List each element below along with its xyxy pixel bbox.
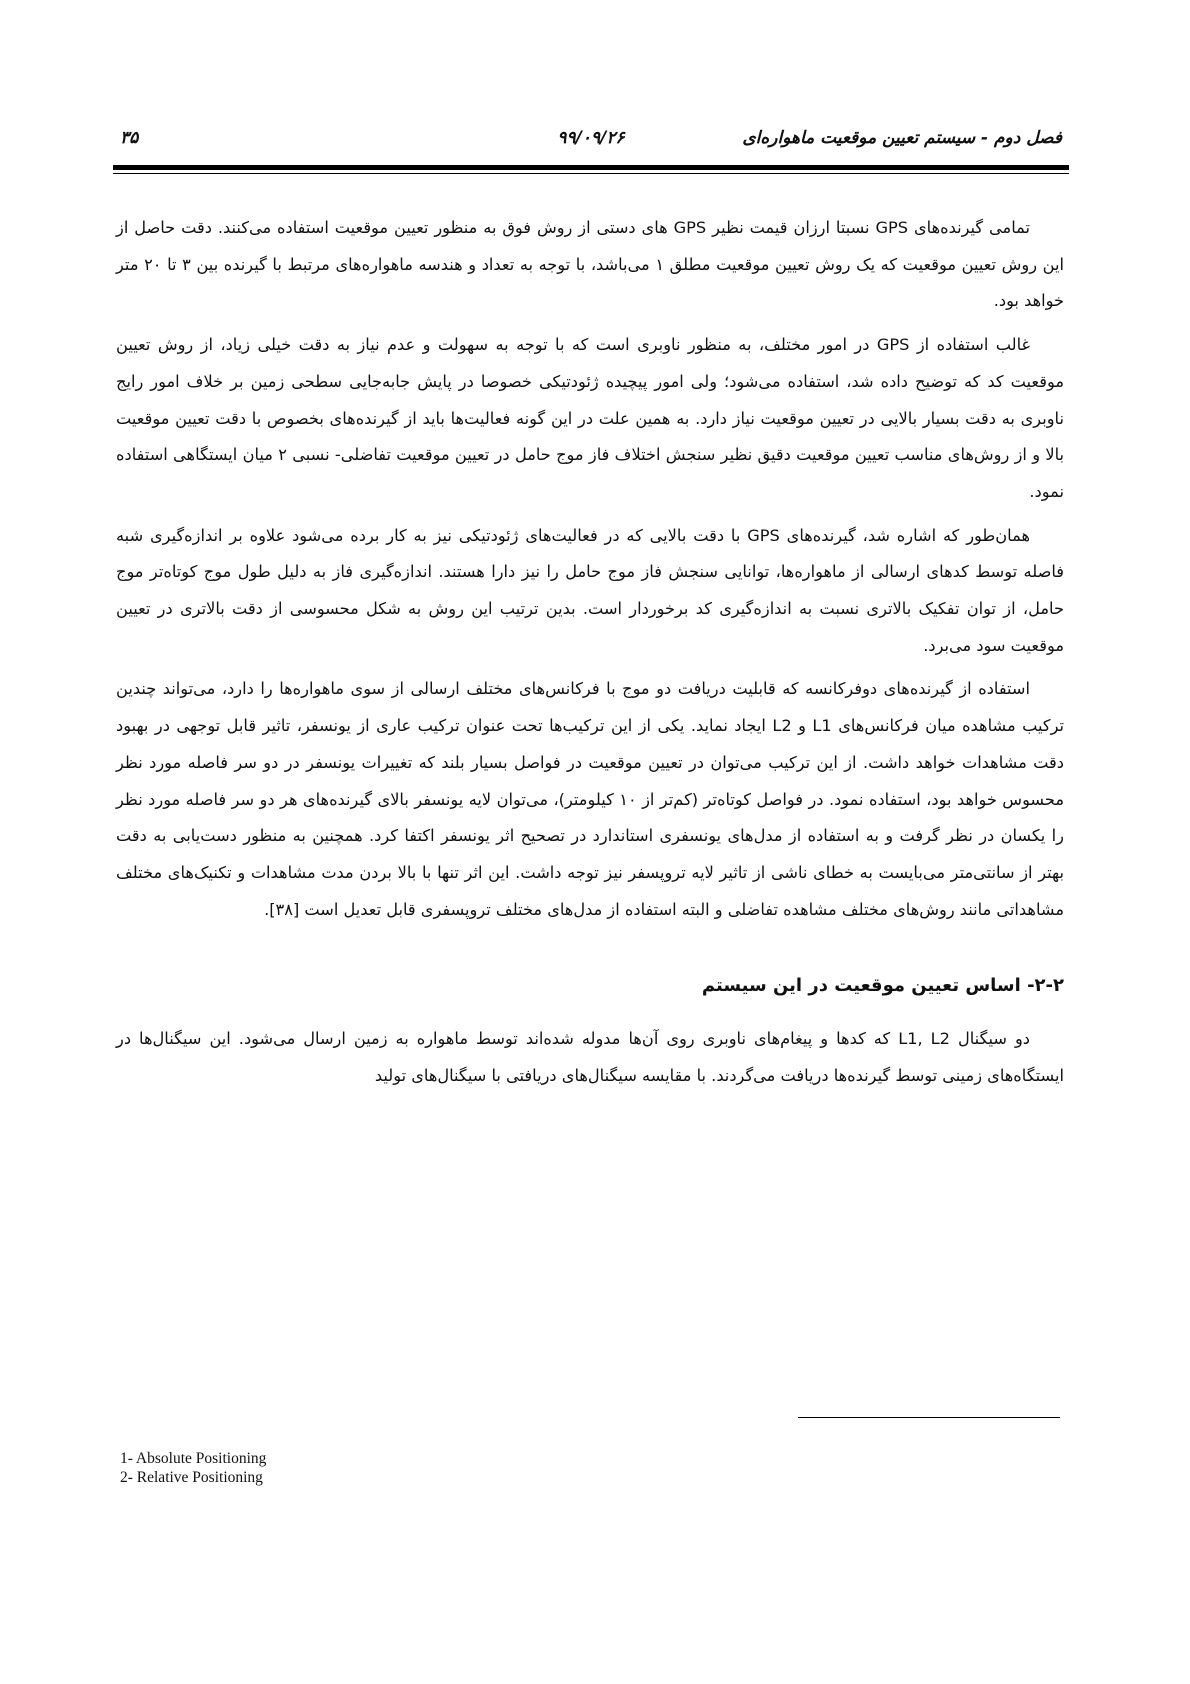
paragraph-4: استفاده از گیرنده‌های دوفرکانسه که قابلیت دریافت دو موج با فرکانس‌های مختلف ارسالی از سوی ماهواره‌ها را دارد، می‌تواند چندین ترکیب مشاهده میان فرکانس‌های L1 و L2 ایجاد نماید. یکی از این ترکیب‌ها تحت عنوان ترکیب عاری از یونسفر، تاثیر قابل توجهی در بهبود دقت مشاهدات خواهد داشت. از این ترکیب می‌توان در تعیین موقعیت در فواصل بسیار بلند که تغییرات یونسفر در دو سر فاصله مورد نظر محسوس خواهد بود، استفاده نمود. در فواصل کوتاه‌تر (کم‌تر از ۱۰ کیلومتر)، می‌توان لایه یونسفر بالای گیرنده‌های هر دو سر فاصله مورد نظر را یکسان در نظر گرفت و به استفاده از مدل‌های یونسفری استاندارد در تصحیح اثر یونسفر اکتفا کرد. همچنین به منظور دست‌یابی به دقت بهتر از سانتی‌متر می‌بایست به خطای ناشی از تاثیر لایه تروپسفر نیز توجه داشت. این اثر تنها با بالا بردن مدت مشاهدات و تکنیک‌های مختلف مشاهداتی مانند روش‌های مختلف مشاهده تفاضلی و البته استفاده از مدل‌های مختلف تروپسفری قابل تعدیل است [۳۸]. xyxy=(116,679,1065,919)
section-paragraph: دو سیگنال L1, L2 که کدها و پیغام‌های ناوبری روی آن‌ها مدوله شده‌اند توسط ماهواره به زمین ارسال می‌شود. این سیگنال‌ها در ایستگاه‌های زمینی توسط گیرنده‌ها دریافت می‌گردند. با مقایسه سیگنال‌های دریافتی با سیگنال‌های تولید xyxy=(116,1029,1064,1086)
page-header xyxy=(120,128,1062,154)
page-number: ۳۵ xyxy=(120,128,139,148)
paragraph-1: تمامی گیرنده‌های GPS نسبتا ارزان قیمت نظیر GPS های دستی از روش فوق به منظور تعیین موقعیت استفاده می‌کنند. دقت حاصل از این روش تعیین موقعیت که یک روش تعیین موقعیت مطلق ۱ می‌باشد، با توجه به تعداد و هندسه ماهواره‌های مرتبط با گیرنده بین ۳ تا ۲۰ متر خواهد بود. xyxy=(116,218,1064,311)
paragraph-2: غالب استفاده از GPS در امور مختلف، به منظور ناوبری است که با توجه به سهولت و عدم نیاز به دقت خیلی زیاد، از روش تعیین موقعیت کد که توضیح داده شد، استفاده می‌شود؛ ولی امور پیچیده ژئودتیکی خصوصا در پایش جابه‌جایی سطحی زمین بر خلاف امور رایج ناوبری به دقت بسیار بالایی در تعیین موقعیت نیاز دارد. به همین علت در این گونه فعالیت‌ها باید از گیرنده‌های بخصوص با دقت تعیین موقعیت بالا و از روش‌های مناسب تعیین موقعیت دقیق نظیر سنجش اختلاف فاز موج حامل در تعیین موقعیت تفاضلی- نسبی ۲ میان ایستگاهی استفاده نمود. xyxy=(116,335,1065,501)
header-rule-thin xyxy=(113,173,1069,174)
page-body xyxy=(116,210,1064,1102)
section-heading: ۲-۲- اساس تعیین موقعیت در این سیستم xyxy=(701,975,1064,997)
header-date: ۹۹/۰۹/۲۶ xyxy=(557,128,625,148)
paragraph-3: همان‌طور که اشاره شد، گیرنده‌های GPS با دقت بالایی که در فعالیت‌های ژئودتیکی نیز به کار برده می‌شود علاوه بر اندازه‌گیری شبه فاصله توسط کدهای ارسالی از ماهواره‌ها، توانایی سنجش فاز موج حامل را نیز دارا هستند. اندازه‌گیری فاز به دلیل طول موج کوتاه‌تر موج حامل، از توان تفکیک بالاتری نسبت به اندازه‌گیری کد برخوردار است. بدین ترتیب این روش به شکل محسوسی از دقت بالاتری در تعیین موقعیت سود می‌برد. xyxy=(116,525,1064,655)
chapter-title: فصل دوم - سیستم تعیین موقعیت ماهواره‌ای xyxy=(742,128,1062,148)
footnote-2: 2- Relative Positioning xyxy=(120,1469,263,1486)
footnotes xyxy=(120,1449,266,1487)
footnote-1: 1- Absolute Positioning xyxy=(120,1450,267,1467)
header-rule-thick xyxy=(113,165,1069,170)
footnote-separator xyxy=(798,1417,1060,1418)
